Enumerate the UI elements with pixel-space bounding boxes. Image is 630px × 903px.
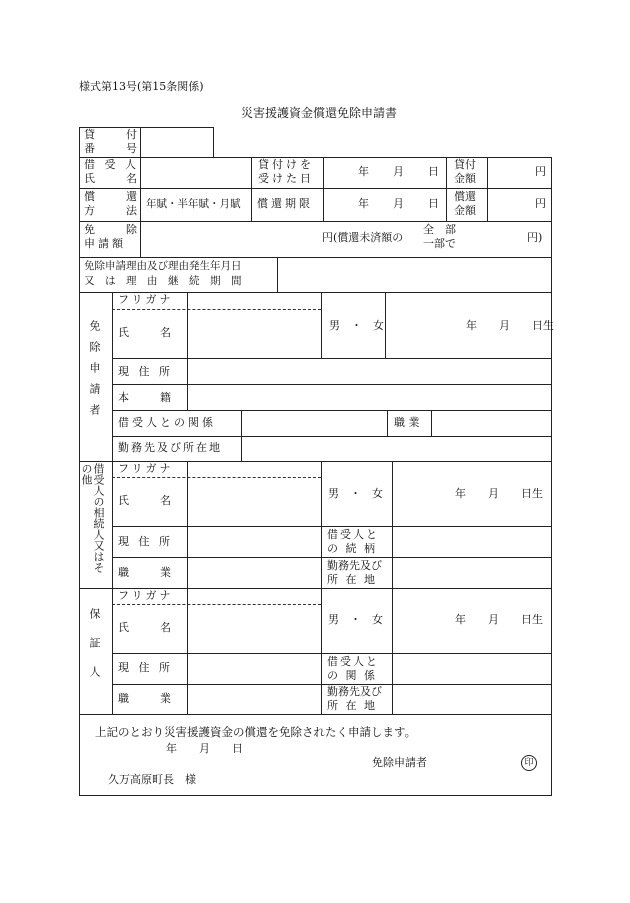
heir-name-label: 氏 名 [118,494,174,507]
heir-address-label: 現 住 所 [118,535,173,548]
form-number: 様式第13号(第15条関係) [79,80,204,93]
repayment-month-label: 月 [393,197,404,210]
reason-label-1: 免除申請理由及び理由発生年月日 [84,260,242,272]
guarantor-sex[interactable]: 男 ・ 女 [328,613,383,626]
repayment-method-label-2: 方 法 [84,204,140,217]
heir-occupation-label: 職 業 [118,566,174,579]
guarantor-furigana-label: フリガナ [118,589,174,602]
exemption-amount-yen: 円(償還未済額の [322,231,404,244]
reason-field[interactable] [278,258,550,291]
loan-amount-label-2: 金額 [454,172,476,185]
exemption-amount-label-2: 申請額 [84,237,126,250]
applicant-furigana-label: フリガナ [118,293,174,306]
addressee: 久万高原町長 様 [108,773,196,786]
applicant-workplace-field[interactable] [242,437,550,460]
applicant-name-label: 氏 名 [118,326,174,339]
heir-birth: 年 月 日生 [455,487,543,500]
guarantor-name-label: 氏 名 [118,621,174,634]
heir-address-field[interactable] [188,527,320,556]
exemption-yen-close: 円) [527,231,543,244]
guarantor-address-label: 現 住 所 [118,661,173,674]
exemption-part[interactable]: 一部で [423,237,456,250]
repayment-amount-label-2: 金額 [454,204,476,217]
heir-name-field[interactable] [188,478,320,525]
repayment-year-label: 年 [358,197,369,210]
seal-mark: 印 [521,755,537,771]
guarantor-address-field[interactable] [188,654,320,683]
applicant-occupation-field[interactable] [432,411,550,435]
heir-furigana-label: フリガナ [118,462,174,475]
applicant-address-label: 現 住 所 [118,365,173,378]
guarantor-relation-label-2: の 関 係 [327,669,377,682]
guarantor-relation-field[interactable] [393,654,550,683]
loan-received-date-label-2: 受けた日 [258,172,314,185]
exemption-amount-label-1: 免 除 [84,223,140,236]
loan-number-label-1: 貸 付 [84,128,140,141]
applicant-domicile-label: 本 籍 [118,391,174,404]
loan-received-date-label-1: 貸付けを [258,158,314,171]
repayment-amount-yen: 円 [535,197,546,210]
heir-relation-field[interactable] [393,527,550,556]
statement-date[interactable]: 年 月 日 [166,742,243,755]
repayment-method-value[interactable]: 年賦・半年賦・月賦 [146,198,241,210]
statement-text: 上記のとおり災害援護資金の償還を免除されたく申請します。 [95,725,417,739]
applicant-domicile-field[interactable] [188,385,550,409]
applicant-group-label: 免除申請者 [88,320,101,425]
applicant-birth: 年 月 日生 [466,319,554,332]
loan-day-label: 日 [428,165,439,178]
guarantor-occupation-field[interactable] [188,685,320,713]
applicant-sex[interactable]: 男 ・ 女 [329,319,384,332]
exemption-all[interactable]: 全 部 [423,223,456,236]
repayment-period-label: 償還期限 [257,197,313,210]
repayment-amount-label-1: 償還 [454,190,476,203]
loan-amount-label-1: 貸付 [454,158,476,171]
loan-number-label-2: 番 号 [84,142,140,155]
applicant-relation-label: 借受人との関係 [118,416,216,429]
applicant-sign-label: 免除申請者 [372,756,427,769]
applicant-name-field[interactable] [188,310,320,357]
heir-workplace-label-1: 勤務先及び [327,559,382,572]
applicant-relation-field[interactable] [242,411,386,435]
heir-sex[interactable]: 男 ・ 女 [328,487,383,500]
applicant-address-field[interactable] [188,359,550,383]
heir-occupation-field[interactable] [188,558,320,587]
borrower-name-label-1: 借 受 人 [84,158,139,171]
repayment-method-label-1: 償 還 [84,190,140,203]
guarantor-relation-label-1: 借受人と [327,655,379,668]
applicant-workplace-label: 勤務先及び所在地 [118,441,222,454]
guarantor-workplace-label-2: 所 在 地 [327,699,377,712]
guarantor-workplace-field[interactable] [393,685,550,713]
loan-month-label: 月 [393,165,404,178]
loan-amount-yen: 円 [535,165,546,178]
reason-label-2: 又 は 理 由 継 続 期 間 [84,275,242,287]
heir-workplace-label-2: 所 在 地 [327,573,377,586]
guarantor-group-label: 保証人 [88,608,101,695]
loan-year-label: 年 [358,165,369,178]
guarantor-birth: 年 月 日生 [455,613,543,626]
repayment-day-label: 日 [428,197,439,210]
guarantor-name-field[interactable] [188,605,320,652]
borrower-name-field[interactable] [141,158,250,187]
borrower-name-label-2: 氏 名 [84,172,140,185]
guarantor-workplace-label-1: 勤務先及び [327,685,382,698]
heir-relation-label-1: 借受人と [327,528,379,541]
guarantor-occupation-label: 職 業 [118,692,174,705]
loan-number-field[interactable] [141,128,212,156]
applicant-occupation-label: 職 業 [394,416,420,429]
heir-relation-label-2: の 続 柄 [327,542,377,555]
form-title: 災害援護資金償還免除申請書 [241,106,398,120]
heir-group-label: 借受人の相続人又はその他 [80,463,105,573]
heir-workplace-field[interactable] [393,558,550,587]
